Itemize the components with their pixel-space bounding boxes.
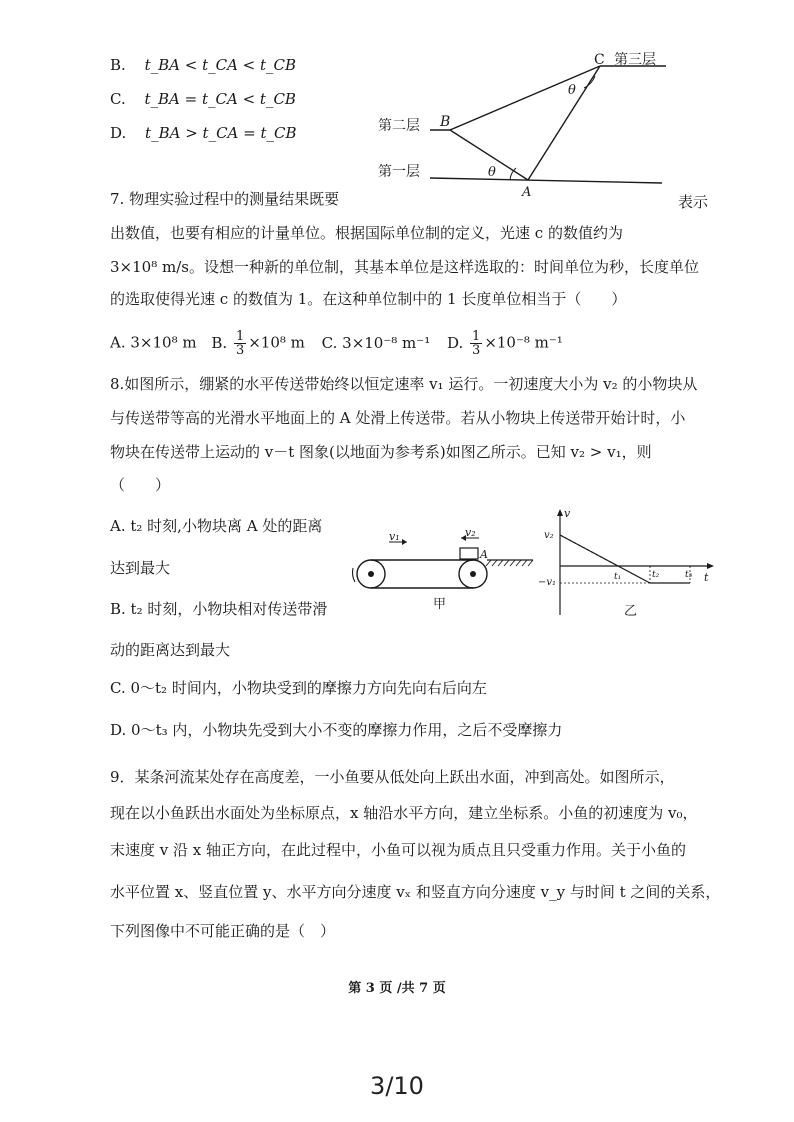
page-number: 3/10 [370,1072,424,1100]
q7-options [110,330,563,357]
option-d-prev [110,123,297,143]
q7-option-d-fraction [470,330,482,357]
q8-option-c: C. 0～t₂ 时间内，小物块受到的摩擦力方向先向右后向左 [110,679,487,697]
option-label: C. [110,90,126,108]
q9-line-4: 水平位置 x、竖直位置 y、水平方向分速度 vₓ 和竖直方向分速度 v_y 与时间 t 之间的关系， [110,883,721,901]
q9-line-3: 末速度 v 沿 x 轴正方向，在此过程中，小鱼可以视为质点且只受重力作用。关于小鱼的 [110,841,687,859]
q8-option-b-2: 动的距离达到最大 [110,641,231,659]
q7-option-d-label: D. [446,333,464,352]
vt-v2-label: v₂ [544,530,554,541]
option-expression: t_BA = t_CA < t_CB [144,90,296,108]
option-expression: t_BA < t_CA < t_CB [144,56,297,74]
vt-t1-label: t₁ [614,572,622,582]
vt-caption: 乙 [624,604,638,619]
belt-v2-label: v₂ [465,528,476,539]
belt-caption: 甲 [433,597,447,612]
vt-graph-figure [530,505,720,625]
option-expression: t_BA > t_CA = t_CB [145,124,297,142]
point-b-label: B [440,114,451,130]
q8-option-b-1: B. t₂ 时刻，小物块相对传送带滑 [110,600,328,618]
vt-neg-v1-label: −v₁ [538,577,557,588]
q7-line-2: 出数值，也要有相应的计量单位。根据国际单位制的定义，光速 c 的数值约为 [110,224,623,242]
vt-v-axis-label: v [564,507,571,520]
layer2-label: 第二层 [378,118,420,134]
q8-line-1: 8.如图所示，绷紧的水平传送带始终以恒定速率 v₁ 运行。一初速度大小为 v₂ 的小物块从 [110,375,698,393]
theta-label-a: θ [488,165,496,180]
q8-line-4: （ ） [110,476,171,494]
vt-t2-label: t₂ [652,570,660,580]
q7-option-d-tail: ×10⁻⁸ m⁻¹ [484,333,563,352]
option-label: D. [110,124,127,142]
q9-line-5: 下列图像中不可能正确的是（ ） [110,922,336,940]
q7-line-3: 3×10⁸ m/s。设想一种新的单位制，其基本单位是这样选取的：时间单位为秒，长度单位 [110,258,699,276]
vt-t-axis-label: t [704,571,709,584]
q7-option-c: C. 3×10⁻⁸ m⁻¹ [321,333,431,352]
option-label: B. [110,56,126,74]
fraction-numerator: 1 [472,329,481,344]
point-c-label: C [594,52,605,68]
q8-option-d: D. 0～t₃ 内，小物块先受到大小不变的摩擦力作用，之后不受摩擦力 [110,721,563,739]
q7-option-a: A. 3×10⁸ m [110,333,197,352]
fraction-denominator: 3 [472,343,481,358]
vt-t3-label: t₃ [685,570,693,580]
option-c-prev [110,89,296,109]
layer3-label: 第三层 [614,52,656,68]
option-b-prev [110,55,296,75]
q8-option-a-1: A. t₂ 时刻,小物块离 A 处的距离 [110,517,323,535]
fraction-denominator: 3 [235,343,245,358]
fraction-numerator: 1 [235,329,245,344]
page-footer: 第 3 页 /共 7 页 [348,981,446,996]
belt-v1-label: v₁ [389,530,400,543]
q8-line-3: 物块在传送带上运动的 v－t 图象(以地面为参考系)如图乙所示。已知 v₂ > v₁，则 [110,443,652,461]
layers-figure [370,48,670,198]
q9-line-1: 9．某条河流某处存在高度差，一小鱼要从低处向上跃出水面，冲到高处。如图所示， [110,768,675,786]
q7-option-b-fraction [234,330,246,357]
q7-option-b-tail: ×10⁸ m [248,333,305,352]
layer1-label: 第一层 [378,164,420,180]
q7-line-1: 7. 物理实验过程中的测量结果既要 [110,190,340,208]
q8-option-a-2: 达到最大 [110,559,171,577]
q7-line-1-tail: 表示 [678,193,709,211]
conveyor-belt-figure [345,528,535,618]
q7-option-b-label: B. [211,333,228,352]
point-a-label: A [522,185,532,198]
theta-label-c: θ [568,83,576,98]
q7-line-4: 的选取使得光速 c 的数值为 1。在这种单位制中的 1 长度单位相当于（ ） [110,290,627,308]
belt-a-label: A [480,548,488,561]
q8-line-2: 与传送带等高的光滑水平地面上的 A 处滑上传送带。若从小物块上传送带开始计时，小 [110,409,686,427]
q9-line-2: 现在以小鱼跃出水面处为坐标原点，x 轴沿水平方向，建立坐标系。小鱼的初速度为 v₀， [110,804,698,822]
